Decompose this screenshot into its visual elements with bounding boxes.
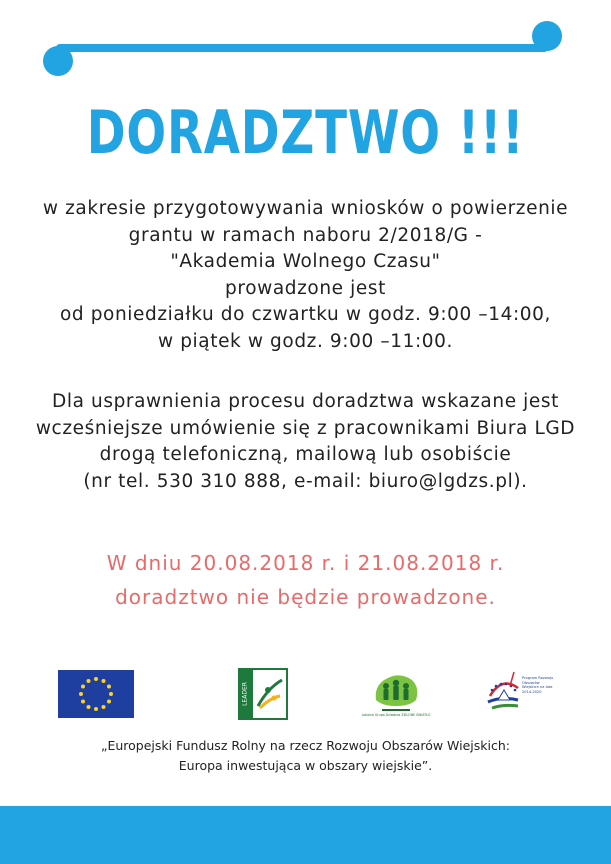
caption-line: „Europejski Fundusz Rolny na rzecz Rozwoju Obszarów Wiejskich: [101,738,510,753]
intro-line: w zakresie przygotowywania wniosków o powierzenie [42,198,569,219]
funding-caption [0,736,611,776]
intro-paragraph [0,196,611,355]
intro-line: w piątek w godz. 9:00 –11:00. [157,330,454,352]
intro-line: od poniedziałku do czwartku w godz. 9:00 –14:00, [59,304,552,325]
lgd-zielone-swiatlo-logo [361,670,431,722]
caption-line: Europa inwestująca w obszary wiejskie”. [178,758,433,773]
notice-line: doradztwo nie będzie prowadzone. [115,585,496,609]
contact-paragraph [0,389,611,495]
logo-strip [0,660,611,730]
contact-line: Dla usprawnienia procesu doradztwa wskazane jest [52,391,559,412]
contact-line: (nr tel. 530 310 888, e-mail: biuro@lgdzs.pl). [83,470,528,492]
contact-line: wcześniejsze umówienie się z pracownikami Biura LGD [35,417,576,439]
intro-line: "Akademia Wolnego Czasu" [170,251,441,272]
leader-logo-text: LEADER [241,682,249,706]
prow-logo [484,666,554,722]
leader-logo [238,668,288,720]
contact-line: drogą telefoniczną, mailową lub osobiście [99,444,512,465]
notice-line: W dniu 20.08.2018 r. i 21.08.2018 r. [106,551,505,575]
prow-logo-text: Program Rozwoju Obszarów Wiejskich na lata 2014-2020 [522,676,554,694]
lgd-logo-text: Lokalna Grupa Działania ZIELONE ŚWIATŁO [361,713,431,717]
eu-flag-logo [58,670,134,718]
bottom-accent-bar [0,806,611,864]
page-title: DORADZTWO !!! [86,98,525,168]
decorative-top-line [0,0,611,90]
intro-line: prowadzone jest [225,277,386,299]
closure-notice [0,546,611,614]
intro-line: grantu w ramach naboru 2/2018/G - [128,224,483,246]
